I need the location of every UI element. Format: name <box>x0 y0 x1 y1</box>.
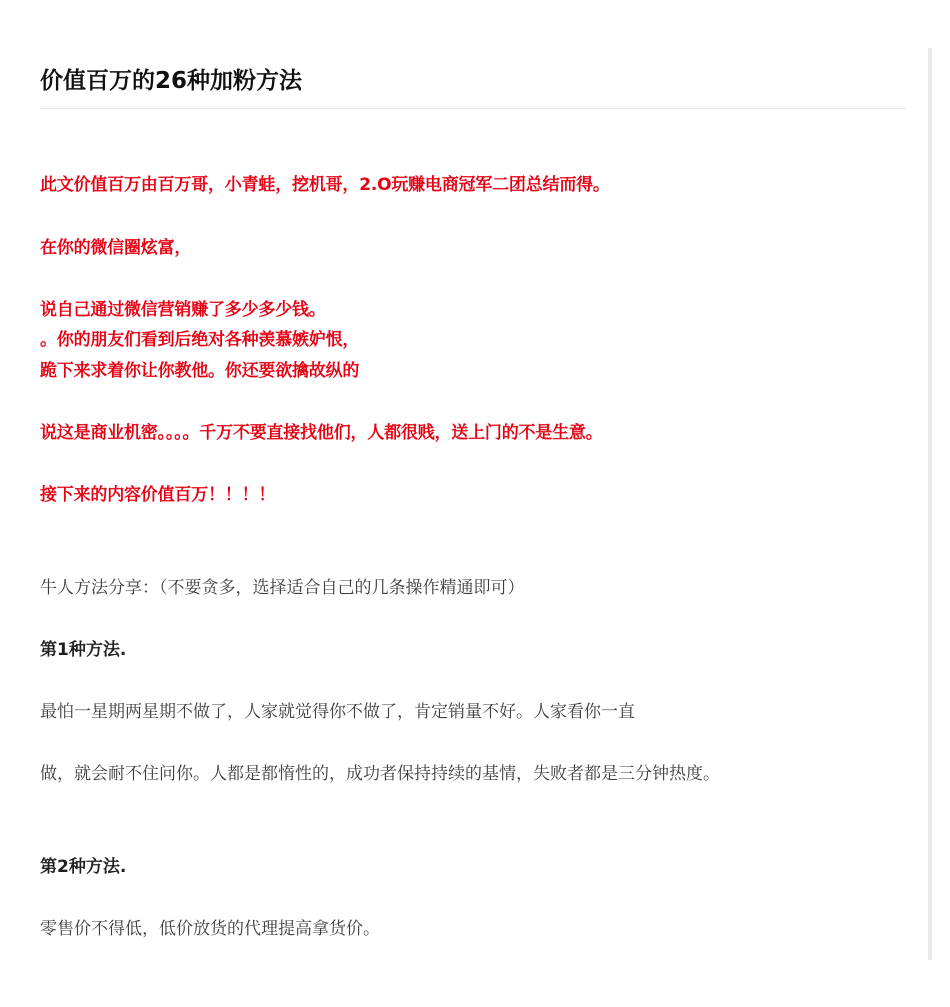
intro-line: 跪下来求着你让你教他。你还要欲擒故纵的 <box>40 361 360 381</box>
method-1-heading: 第1种方法. <box>40 640 127 660</box>
intro-line: 此文价值百万由百万哥，小青蛙，挖机哥，2.O玩赚电商冠军二团总结而得。 <box>40 175 610 195</box>
method-1-text: 最怕一星期两星期不做了，人家就觉得你不做了，肯定销量不好。人家看你一直 <box>40 702 635 722</box>
share-note: 牛人方法分享：（不要贪多，选择适合自己的几条操作精通即可） <box>40 578 525 598</box>
intro-line: 。你的朋友们看到后绝对各种羡慕嫉妒恨， <box>40 330 360 350</box>
intro-line: 接下来的内容价值百万！！！！ <box>40 485 276 505</box>
title-divider <box>40 108 906 109</box>
scrollbar[interactable] <box>928 48 932 960</box>
method-2-text: 零售价不得低，低价放货的代理提高拿货价。 <box>40 919 380 939</box>
method-2-heading: 第2种方法. <box>40 857 127 877</box>
intro-line: 说自己通过微信营销赚了多少多少钱。 <box>40 300 326 320</box>
method-1-text: 做，就会耐不住问你。人都是都惰性的，成功者保持持续的基情，失败者都是三分钟热度。 <box>40 764 720 784</box>
article-title: 价值百万的26种加粉方法 <box>40 68 303 94</box>
intro-line: 说这是商业机密。。。。千万不要直接找他们，人都很贱，送上门的不是生意。 <box>40 423 603 443</box>
article <box>40 0 906 1007</box>
intro-line: 在你的微信圈炫富， <box>40 238 192 258</box>
